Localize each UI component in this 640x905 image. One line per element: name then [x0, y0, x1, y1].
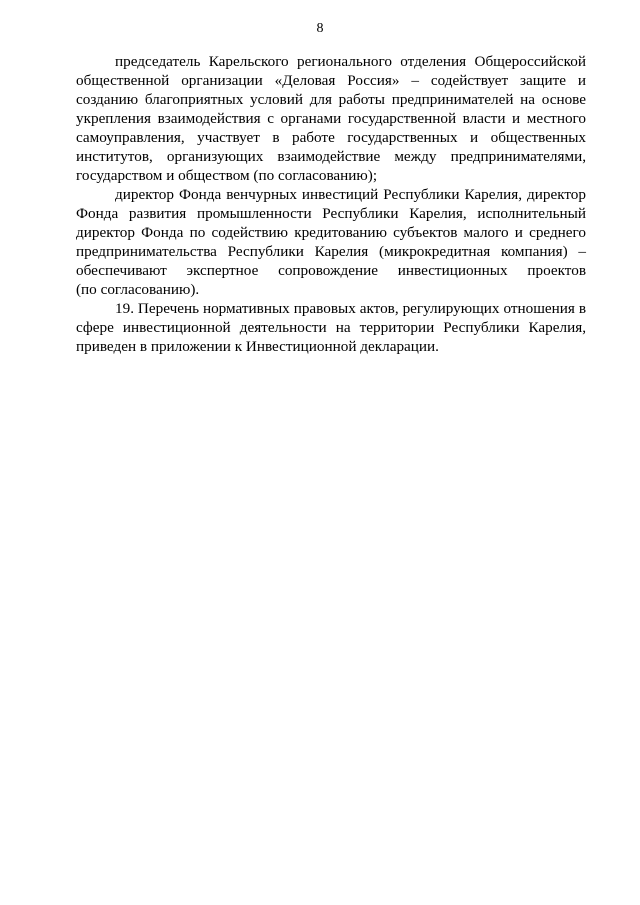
text-line: укрепления взаимодействия с органами государственной власти и местного — [76, 110, 586, 127]
text-line: (по согласованию). — [76, 281, 200, 298]
text-line: институтов, организующих взаимодействие между предпринимателями, — [76, 148, 586, 165]
text-line: приведен в приложении к Инвестиционной декларации. — [76, 338, 439, 355]
text-line: Фонда развития промышленности Республики Карелия, исполнительный — [76, 205, 586, 222]
text-line: созданию благоприятных условий для работы предпринимателей на основе — [76, 91, 586, 108]
text-line: 19. Перечень нормативных правовых актов, регулирующих отношения в — [115, 300, 586, 317]
text-line: государством и обществом (по согласованию); — [76, 167, 378, 184]
text-line: сфере инвестиционной деятельности на территории Республики Карелия, — [76, 319, 586, 336]
text-line: предпринимательства Республики Карелия (микрокредитная компания) – — [76, 243, 586, 260]
text-line: обеспечивают экспертное сопровождение инвестиционных проектов — [76, 262, 586, 279]
document-body — [76, 52, 586, 356]
text-line: самоуправления, участвует в работе государственных и общественных — [76, 129, 586, 146]
paragraph-item-19 — [76, 299, 586, 356]
paragraph-fund-directors — [76, 185, 586, 299]
page-number: 8 — [316, 21, 324, 36]
text-line: общественной организации «Деловая Россия» – содействует защите и — [76, 72, 586, 89]
text-line: директор Фонда венчурных инвестиций Республики Карелия, директор — [115, 186, 586, 203]
text-line: председатель Карельского регионального отделения Общероссийской — [115, 53, 586, 70]
text-line: директор Фонда по содействию кредитованию субъектов малого и среднего — [76, 224, 586, 241]
paragraph-chairman-delovaya-rossiya — [76, 52, 586, 185]
